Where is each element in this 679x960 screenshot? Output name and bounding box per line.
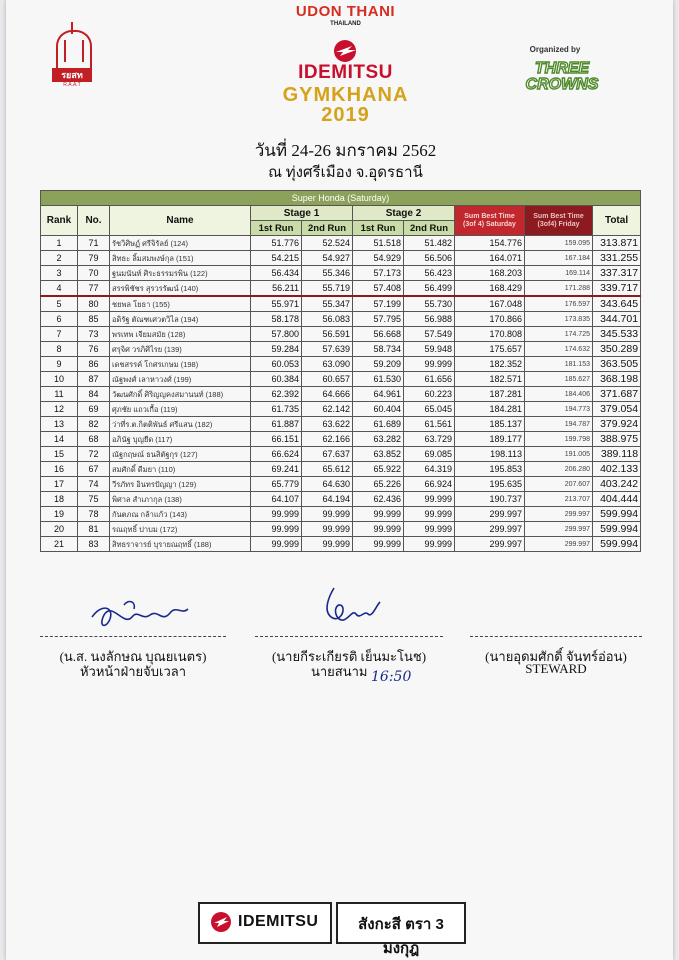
cell-stage1-run1: 99.999 [251, 522, 302, 537]
cell-stage2-run1: 57.795 [353, 312, 404, 327]
cell-rank: 5 [41, 296, 78, 312]
cell-stage1-run1: 56.211 [251, 281, 302, 297]
cell-total: 343.645 [593, 296, 641, 312]
signer-name: (น.ส. นงลักษณ บุณยเนตร) [59, 649, 207, 664]
cell-stage2-run2: 99.999 [404, 492, 455, 507]
cell-stage2-run1: 65.226 [353, 477, 404, 492]
cell-stage2-run1: 99.999 [353, 537, 404, 552]
cell-name: ว่าที่ร.ต.กิตติพันธ์ ศรีแสน (182) [110, 417, 251, 432]
cell-stage2-run1: 64.961 [353, 387, 404, 402]
cell-sum-saturday: 195.853 [455, 462, 525, 477]
cell-rank: 17 [41, 477, 78, 492]
cell-stage1-run1: 65.779 [251, 477, 302, 492]
table-row [41, 417, 641, 432]
cell-rank: 9 [41, 357, 78, 372]
table-row [41, 281, 641, 297]
table-row [41, 312, 641, 327]
col-header-stage1-run2: 2nd Run [302, 221, 353, 236]
cell-sum-friday: 174.632 [525, 342, 593, 357]
organized-by-label: Organized by [529, 45, 581, 54]
cell-rank: 4 [41, 281, 78, 297]
cell-no: 74 [78, 477, 110, 492]
cell-stage1-run2: 62.142 [302, 402, 353, 417]
cell-sum-friday: 171.288 [525, 281, 593, 297]
table-row [41, 477, 641, 492]
cell-sum-saturday: 170.866 [455, 312, 525, 327]
cell-stage1-run1: 61.887 [251, 417, 302, 432]
cell-stage2-run1: 63.852 [353, 447, 404, 462]
cell-name: รัชวิศิษฏ์ ศรีจิรัลย์ (124) [110, 236, 251, 251]
table-row [41, 432, 641, 447]
cell-sum-friday: 174.725 [525, 327, 593, 342]
cell-stage1-run2: 57.639 [302, 342, 353, 357]
idemitsu-wing-icon [210, 911, 232, 933]
cell-name: รณฤทธิ์ ปาบม (172) [110, 522, 251, 537]
col-header-stage2-run1: 1st Run [353, 221, 404, 236]
cell-rank: 14 [41, 432, 78, 447]
cell-stage1-run2: 52.524 [302, 236, 353, 251]
signer-title: นายสนาม [311, 664, 368, 679]
cell-sum-friday: 207.607 [525, 477, 593, 492]
table-row [41, 387, 641, 402]
cell-no: 77 [78, 281, 110, 297]
cell-stage1-run2: 65.612 [302, 462, 353, 477]
cell-rank: 19 [41, 507, 78, 522]
cell-no: 73 [78, 327, 110, 342]
cell-rank: 11 [41, 387, 78, 402]
cell-stage2-run1: 61.689 [353, 417, 404, 432]
seal-subtext: R.A.A.T [63, 82, 81, 88]
cell-sum-friday: 299.997 [525, 507, 593, 522]
table-row [41, 462, 641, 477]
sponsor-idemitsu-text: IDEMITSU [238, 913, 319, 930]
cell-stage1-run1: 62.392 [251, 387, 302, 402]
cell-stage2-run1: 99.999 [353, 507, 404, 522]
cell-stage2-run2: 51.482 [404, 236, 455, 251]
cell-total: 389.118 [593, 447, 641, 462]
cell-sum-saturday: 299.997 [455, 537, 525, 552]
event-country: THAILAND [330, 21, 361, 27]
event-year: 2019 [321, 104, 370, 126]
cell-name: เดชสรรค์ โกศรเกษม (198) [110, 357, 251, 372]
cell-sum-saturday: 154.776 [455, 236, 525, 251]
cell-stage1-run1: 61.735 [251, 402, 302, 417]
sponsor-three-crowns-text: สังกะสี ตรา 3 มงกุฎ [358, 916, 444, 957]
cell-stage1-run1: 58.178 [251, 312, 302, 327]
cell-stage2-run2: 57.549 [404, 327, 455, 342]
cell-name: สิทธราจารย์ บุรายณฤทธิ์ (188) [110, 537, 251, 552]
col-header-rank: Rank [41, 206, 78, 236]
results-table [40, 190, 641, 552]
col-header-sum-saturday: Sum Best Time (3of 4) Saturday [455, 206, 525, 236]
cell-sum-saturday: 168.203 [455, 266, 525, 281]
cell-sum-saturday: 187.281 [455, 387, 525, 402]
cell-no: 69 [78, 402, 110, 417]
cell-stage2-run2: 60.223 [404, 387, 455, 402]
col-header-sum-friday: Sum Best Time (3of4) Friday [525, 206, 593, 236]
cell-stage2-run1: 59.209 [353, 357, 404, 372]
signer-name: (นายอุดมศักดิ์ จันทร์อ่อน) [485, 649, 627, 664]
cell-no: 78 [78, 507, 110, 522]
cell-no: 83 [78, 537, 110, 552]
cell-name: ศรุจิศ วรภิศิไรย (139) [110, 342, 251, 357]
cell-stage1-run2: 62.166 [302, 432, 353, 447]
cell-name: วีรภัทร อินทรปัญญา (129) [110, 477, 251, 492]
three-crowns-logo [492, 58, 632, 92]
cell-sum-friday: 184.406 [525, 387, 593, 402]
cell-total: 363.505 [593, 357, 641, 372]
cell-stage2-run1: 56.668 [353, 327, 404, 342]
cell-sum-friday: 185.627 [525, 372, 593, 387]
cell-rank: 16 [41, 462, 78, 477]
cell-sum-friday: 191.005 [525, 447, 593, 462]
cell-rank: 12 [41, 402, 78, 417]
cell-stage2-run2: 61.561 [404, 417, 455, 432]
cell-stage2-run1: 62.436 [353, 492, 404, 507]
cell-sum-friday: 167.184 [525, 251, 593, 266]
col-header-stage1: Stage 1 [251, 206, 353, 221]
cell-no: 68 [78, 432, 110, 447]
cell-name: พิศาล สำเภากุล (138) [110, 492, 251, 507]
signer-title: หัวหน้าฝ่ายจับเวลา [79, 664, 187, 679]
cell-stage2-run1: 99.999 [353, 522, 404, 537]
cell-stage1-run1: 59.284 [251, 342, 302, 357]
cell-total: 599.994 [593, 537, 641, 552]
cell-name: วัฒนศักดิ์ ศิริญญคงสมานนท์ (188) [110, 387, 251, 402]
cell-total: 599.994 [593, 507, 641, 522]
cell-stage1-run2: 64.194 [302, 492, 353, 507]
cell-stage2-run2: 66.924 [404, 477, 455, 492]
cell-stage1-run2: 99.999 [302, 537, 353, 552]
cell-stage2-run1: 57.408 [353, 281, 404, 297]
cell-stage2-run2: 56.423 [404, 266, 455, 281]
cell-rank: 18 [41, 492, 78, 507]
cell-stage2-run1: 51.518 [353, 236, 404, 251]
cell-total: 339.717 [593, 281, 641, 297]
cell-sum-saturday: 184.281 [455, 402, 525, 417]
cell-sum-friday: 176.597 [525, 296, 593, 312]
cell-rank: 20 [41, 522, 78, 537]
cell-sum-saturday: 168.429 [455, 281, 525, 297]
table-row [41, 251, 641, 266]
sponsor-idemitsu-badge [198, 902, 332, 944]
cell-stage1-run1: 64.107 [251, 492, 302, 507]
cell-name: อภินัฐ บุญยืด (117) [110, 432, 251, 447]
cell-stage1-run1: 57.800 [251, 327, 302, 342]
col-header-no: No. [78, 206, 110, 236]
cell-stage1-run2: 55.346 [302, 266, 353, 281]
cell-total: 350.289 [593, 342, 641, 357]
cell-stage1-run2: 55.719 [302, 281, 353, 297]
cell-stage1-run1: 66.151 [251, 432, 302, 447]
cell-total: 388.975 [593, 432, 641, 447]
col-header-stage2-run2: 2nd Run [404, 221, 455, 236]
cell-stage1-run2: 63.622 [302, 417, 353, 432]
cell-name: ณัฐกฤษณ์ ธนสิตัฐกุร (127) [110, 447, 251, 462]
cell-stage2-run2: 56.499 [404, 281, 455, 297]
cell-sum-saturday: 167.048 [455, 296, 525, 312]
cell-stage2-run2: 59.948 [404, 342, 455, 357]
cell-no: 81 [78, 522, 110, 537]
cell-no: 71 [78, 236, 110, 251]
cell-total: 379.054 [593, 402, 641, 417]
cell-no: 84 [78, 387, 110, 402]
cell-sum-saturday: 299.997 [455, 522, 525, 537]
cell-sum-saturday: 189.177 [455, 432, 525, 447]
cell-stage2-run2: 99.999 [404, 522, 455, 537]
cell-stage2-run1: 63.282 [353, 432, 404, 447]
cell-rank: 21 [41, 537, 78, 552]
cell-stage1-run1: 66.624 [251, 447, 302, 462]
cell-stage1-run2: 60.657 [302, 372, 353, 387]
col-header-total: Total [593, 206, 641, 236]
cell-stage1-run1: 56.434 [251, 266, 302, 281]
idemitsu-wing-icon [328, 38, 362, 64]
signature-line [255, 636, 443, 637]
handwritten-signature-1 [84, 597, 194, 641]
cell-stage2-run2: 56.506 [404, 251, 455, 266]
cell-sum-saturday: 170.808 [455, 327, 525, 342]
cell-stage2-run2: 55.730 [404, 296, 455, 312]
cell-total: 368.198 [593, 372, 641, 387]
cell-stage2-run2: 99.999 [404, 507, 455, 522]
organizer-line2: CROWNS [525, 76, 599, 92]
cell-no: 85 [78, 312, 110, 327]
cell-stage1-run2: 56.083 [302, 312, 353, 327]
cell-name: สมศักดิ์ ดีมยา (110) [110, 462, 251, 477]
cell-sum-friday: 199.798 [525, 432, 593, 447]
cell-rank: 8 [41, 342, 78, 357]
cell-stage2-run2: 61.656 [404, 372, 455, 387]
cell-sum-friday: 194.787 [525, 417, 593, 432]
cell-rank: 7 [41, 327, 78, 342]
cell-sum-friday: 169.114 [525, 266, 593, 281]
cell-sum-saturday: 182.352 [455, 357, 525, 372]
cell-sum-saturday: 185.137 [455, 417, 525, 432]
table-row [41, 537, 641, 552]
cell-stage1-run2: 64.630 [302, 477, 353, 492]
event-name: GYMKHANA [282, 84, 409, 106]
cell-name: ฐนมนันท์ ศิระธรรมรพิน (122) [110, 266, 251, 281]
cell-stage2-run1: 54.929 [353, 251, 404, 266]
cell-stage2-run2: 65.045 [404, 402, 455, 417]
cell-stage1-run1: 69.241 [251, 462, 302, 477]
table-row [41, 402, 641, 417]
cell-sum-friday: 173.835 [525, 312, 593, 327]
cell-rank: 1 [41, 236, 78, 251]
table-row [41, 492, 641, 507]
cell-total: 313.871 [593, 236, 641, 251]
table-row [41, 327, 641, 342]
cell-no: 87 [78, 372, 110, 387]
event-date: วันที่ 24-26 มกราคม 2562 [254, 141, 437, 160]
cell-stage1-run1: 99.999 [251, 537, 302, 552]
cell-stage2-run1: 57.199 [353, 296, 404, 312]
handwritten-signature-2 [316, 584, 386, 636]
cell-stage1-run2: 67.637 [302, 447, 353, 462]
cell-total: 403.242 [593, 477, 641, 492]
cell-stage1-run1: 51.776 [251, 236, 302, 251]
cell-total: 344.701 [593, 312, 641, 327]
cell-stage1-run1: 60.384 [251, 372, 302, 387]
cell-name: กันตภณ กล้าแก้ว (143) [110, 507, 251, 522]
cell-stage1-run1: 99.999 [251, 507, 302, 522]
table-caption: Super Honda (Saturday) [41, 191, 641, 206]
cell-no: 67 [78, 462, 110, 477]
cell-stage1-run2: 55.347 [302, 296, 353, 312]
signer-name: (นายกีระเกียรติ เย็นมะโนช) [271, 649, 427, 664]
cell-total: 599.994 [593, 522, 641, 537]
table-row [41, 266, 641, 281]
cell-total: 371.687 [593, 387, 641, 402]
cell-no: 75 [78, 492, 110, 507]
cell-stage1-run2: 99.999 [302, 522, 353, 537]
table-row [41, 236, 641, 251]
cell-sum-saturday: 299.997 [455, 507, 525, 522]
cell-sum-friday: 159.095 [525, 236, 593, 251]
cell-stage1-run2: 63.090 [302, 357, 353, 372]
cell-rank: 15 [41, 447, 78, 462]
cell-stage2-run1: 58.734 [353, 342, 404, 357]
cell-rank: 10 [41, 372, 78, 387]
cell-stage1-run2: 64.666 [302, 387, 353, 402]
cell-stage1-run1: 60.053 [251, 357, 302, 372]
cell-no: 82 [78, 417, 110, 432]
signer-title: STEWARD [525, 661, 587, 676]
cell-sum-friday: 299.997 [525, 522, 593, 537]
col-header-stage1-run1: 1st Run [251, 221, 302, 236]
cell-stage2-run1: 65.922 [353, 462, 404, 477]
table-row [41, 522, 641, 537]
cell-stage2-run1: 57.173 [353, 266, 404, 281]
event-place: ณ ทุ่งศรีเมือง จ.อุดรธานี [268, 165, 423, 181]
event-city: UDON THANI [295, 3, 396, 20]
results-body [41, 236, 641, 552]
cell-rank: 13 [41, 417, 78, 432]
cell-total: 331.255 [593, 251, 641, 266]
table-row [41, 447, 641, 462]
cell-no: 86 [78, 357, 110, 372]
cell-stage2-run2: 99.999 [404, 537, 455, 552]
signature-line [470, 636, 642, 637]
cell-sum-friday: 213.707 [525, 492, 593, 507]
sponsor-three-crowns-badge [336, 902, 466, 957]
seal-text: รยสท [52, 68, 92, 82]
cell-sum-friday: 181.153 [525, 357, 593, 372]
cell-stage2-run2: 63.729 [404, 432, 455, 447]
table-row [41, 357, 641, 372]
table-row [41, 342, 641, 357]
table-row [41, 372, 641, 387]
cell-no: 79 [78, 251, 110, 266]
cell-sum-saturday: 182.571 [455, 372, 525, 387]
cell-stage1-run1: 55.971 [251, 296, 302, 312]
cell-stage1-run2: 56.591 [302, 327, 353, 342]
cell-no: 72 [78, 447, 110, 462]
cell-name: สรรพิชัชร สุรวรรัฒน์ (140) [110, 281, 251, 297]
cell-sum-saturday: 164.071 [455, 251, 525, 266]
cell-no: 80 [78, 296, 110, 312]
cell-stage2-run1: 61.530 [353, 372, 404, 387]
cell-stage2-run2: 69.085 [404, 447, 455, 462]
cell-sum-saturday: 190.737 [455, 492, 525, 507]
cell-sum-saturday: 198.113 [455, 447, 525, 462]
cell-total: 337.317 [593, 266, 641, 281]
cell-stage1-run2: 54.927 [302, 251, 353, 266]
cell-rank: 2 [41, 251, 78, 266]
cell-stage1-run1: 54.215 [251, 251, 302, 266]
cell-name: พรเทพ เจียมสมัย (128) [110, 327, 251, 342]
cell-stage2-run2: 56.988 [404, 312, 455, 327]
organizer-line1: THREE [534, 60, 590, 77]
table-row [41, 507, 641, 522]
cell-total: 379.924 [593, 417, 641, 432]
col-header-name: Name [110, 206, 251, 236]
cell-stage2-run2: 99.999 [404, 357, 455, 372]
cell-name: สิทธะ ลิ้มสมพงษ์กุล (151) [110, 251, 251, 266]
cell-name: ชยพล โยธา (155) [110, 296, 251, 312]
col-header-stage2: Stage 2 [353, 206, 455, 221]
cell-sum-saturday: 175.657 [455, 342, 525, 357]
cell-stage2-run2: 64.319 [404, 462, 455, 477]
cell-sum-friday: 206.280 [525, 462, 593, 477]
cell-sum-friday: 194.773 [525, 402, 593, 417]
cell-name: ศุภชัย แถวเกื้อ (119) [110, 402, 251, 417]
cell-no: 76 [78, 342, 110, 357]
cell-rank: 3 [41, 266, 78, 281]
handwritten-time: 16:50 [371, 669, 412, 685]
cell-name: ณัฐพงศ์ เลาหาวงศ์ (199) [110, 372, 251, 387]
brand-name: IDEMITSU [298, 62, 393, 83]
cell-sum-saturday: 195.635 [455, 477, 525, 492]
cell-no: 70 [78, 266, 110, 281]
cell-total: 345.533 [593, 327, 641, 342]
cell-sum-friday: 299.997 [525, 537, 593, 552]
table-row [41, 296, 641, 312]
cell-stage1-run2: 99.999 [302, 507, 353, 522]
cell-name: อดิรัฐ ตัณฑเศวตวิไล (194) [110, 312, 251, 327]
cell-rank: 6 [41, 312, 78, 327]
cell-stage2-run1: 60.404 [353, 402, 404, 417]
cell-total: 402.133 [593, 462, 641, 477]
cell-total: 404.444 [593, 492, 641, 507]
